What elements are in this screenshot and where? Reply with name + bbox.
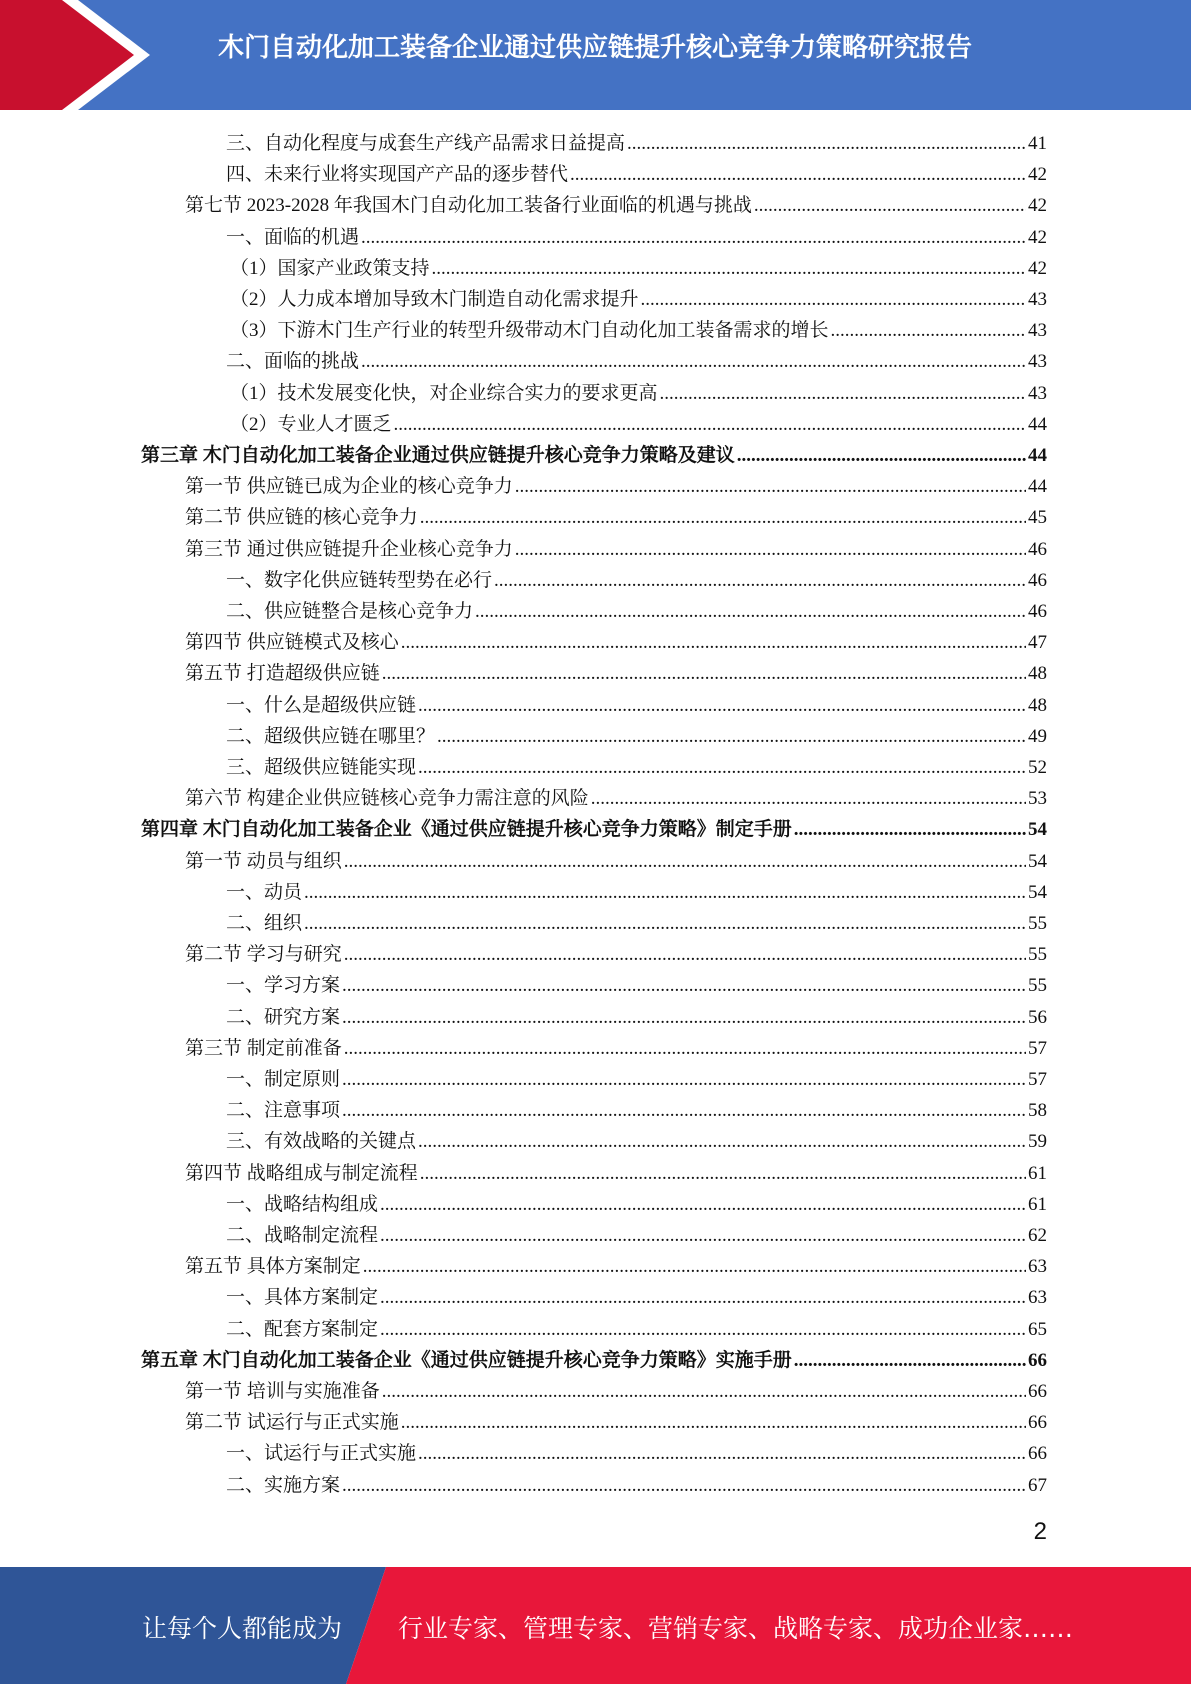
toc-entry[interactable]: [226, 1438, 1047, 1469]
page-header: [0, 0, 1191, 110]
toc-entry-page: 53: [1028, 788, 1047, 810]
toc-entry-page: 56: [1028, 1006, 1047, 1028]
toc-entry[interactable]: [226, 752, 1047, 783]
toc-entry[interactable]: [226, 1064, 1047, 1095]
toc-entry[interactable]: [226, 1095, 1047, 1126]
toc-dot-leader: [420, 507, 1026, 529]
toc-entry-title: 二、注意事项: [226, 1100, 341, 1122]
toc-dot-leader: [418, 757, 1026, 779]
toc-entry[interactable]: [185, 190, 1047, 221]
toc-dot-leader: [515, 476, 1026, 498]
toc-entry-page: 54: [1028, 881, 1047, 903]
toc-entry-page: 42: [1028, 195, 1047, 217]
toc-entry[interactable]: [185, 502, 1047, 533]
toc-entry-title: 第四节 供应链模式及核心: [185, 632, 399, 654]
toc-entry-page: 55: [1028, 944, 1047, 966]
toc-dot-leader: [418, 1443, 1026, 1465]
toc-entry-title: 二、战略制定流程: [226, 1225, 379, 1246]
toc-entry-page: 43: [1028, 382, 1047, 404]
toc-entry[interactable]: [141, 1345, 1047, 1376]
toc-dot-leader: [641, 289, 1026, 311]
toc-entry-title: 一、学习方案: [226, 975, 341, 997]
toc-entry[interactable]: [226, 1314, 1047, 1345]
toc-entry-title: 一、数字化供应链转型势在必行: [226, 569, 493, 591]
toc-dot-leader: [344, 944, 1026, 966]
toc-entry-page: 67: [1028, 1474, 1047, 1496]
toc-entry-title: 第五节 打造超级供应链: [185, 663, 380, 685]
toc-dot-leader: [380, 1287, 1026, 1309]
toc-dot-leader: [361, 227, 1026, 249]
toc-entry-page: 44: [1028, 476, 1047, 498]
toc-dot-leader: [794, 819, 1026, 841]
toc-entry-title: （3）下游木门生产行业的转型升级带动木门自动化加工装备需求的增长: [230, 320, 829, 342]
toc-entry[interactable]: [226, 128, 1047, 159]
document-title: 木门自动化加工装备企业通过供应链提升核心竞争力策略研究报告: [217, 33, 972, 63]
toc-dot-leader: [401, 1412, 1026, 1434]
toc-entry[interactable]: [230, 315, 1047, 346]
toc-entry-title: 二、组织: [226, 913, 303, 934]
toc-entry-title: 二、面临的挑战: [226, 351, 360, 373]
toc-entry[interactable]: [185, 1033, 1047, 1064]
toc-dot-leader: [437, 726, 1026, 748]
toc-entry-page: 65: [1028, 1318, 1047, 1340]
toc-entry-title: 一、面临的机遇: [226, 226, 360, 248]
toc-entry[interactable]: [226, 1002, 1047, 1033]
toc-entry-page: 63: [1028, 1256, 1047, 1278]
toc-dot-leader: [394, 414, 1026, 436]
toc-entry-page: 48: [1028, 694, 1047, 716]
toc-entry[interactable]: [185, 1407, 1047, 1438]
toc-entry-page: 44: [1028, 445, 1047, 466]
toc-dot-leader: [591, 788, 1026, 810]
toc-dot-leader: [363, 1256, 1026, 1278]
toc-dot-leader: [344, 851, 1026, 873]
toc-entry-title: 第三章 木门自动化加工装备企业通过供应链提升核心竞争力策略及建议: [141, 445, 735, 466]
toc-dot-leader: [342, 1100, 1026, 1122]
toc-entry[interactable]: [185, 1251, 1047, 1282]
toc-entry-title: 二、供应链整合是核心竞争力: [226, 601, 474, 622]
toc-entry[interactable]: [226, 908, 1047, 939]
toc-entry[interactable]: [185, 1376, 1047, 1407]
toc-entry-title: 第二节 供应链的核心竞争力: [185, 507, 418, 529]
toc-entry-title: 第四章 木门自动化加工装备企业《通过供应链提升核心竞争力策略》制定手册: [141, 819, 792, 841]
toc-entry-title: 一、动员: [226, 881, 303, 903]
toc-entry-title: 第七节 2023-2028 年我国木门自动化加工装备行业面临的机遇与挑战: [185, 195, 752, 217]
toc-entry-title: 一、试运行与正式实施: [226, 1443, 417, 1465]
toc-entry[interactable]: [230, 284, 1047, 315]
toc-dot-leader: [515, 539, 1026, 561]
toc-entry-page: 52: [1028, 757, 1047, 778]
toc-dot-leader: [380, 1194, 1026, 1216]
toc-entry-title: 第四节 战略组成与制定流程: [185, 1162, 418, 1184]
toc-entry-title: （1）国家产业政策支持: [230, 257, 430, 279]
toc-entry[interactable]: [141, 440, 1047, 471]
header-red-chevron: [0, 0, 134, 110]
toc-dot-leader: [361, 351, 1026, 373]
toc-entry-title: 第一节 供应链已成为企业的核心竞争力: [185, 476, 513, 498]
toc-dot-leader: [344, 1038, 1026, 1060]
footer-slogan-right: 行业专家、管理专家、营销专家、战略专家、成功企业家……: [398, 1614, 1074, 1643]
toc-entry-title: 二、实施方案: [226, 1474, 341, 1496]
toc-entry-title: 第三节 制定前准备: [185, 1037, 342, 1059]
toc-entry-page: 44: [1028, 413, 1047, 435]
toc-entry[interactable]: [230, 253, 1047, 284]
toc-dot-leader: [831, 320, 1026, 342]
toc-entry-page: 54: [1028, 819, 1047, 841]
toc-entry[interactable]: [226, 596, 1047, 627]
toc-entry-title: 一、什么是超级供应链: [226, 694, 417, 716]
toc-entry-title: 一、具体方案制定: [226, 1287, 379, 1309]
toc-entry-page: 57: [1028, 1069, 1047, 1090]
toc-entry[interactable]: [226, 159, 1047, 190]
toc-entry-page: 47: [1028, 632, 1047, 654]
toc-entry-page: 46: [1028, 569, 1047, 591]
toc-entry[interactable]: [226, 1220, 1047, 1251]
toc-entry[interactable]: [226, 222, 1047, 253]
toc-dot-leader: [380, 1225, 1026, 1247]
toc-dot-leader: [420, 1163, 1026, 1185]
toc-entry-title: 三、超级供应链能实现: [226, 757, 417, 778]
toc-entry-page: 43: [1028, 320, 1047, 342]
toc-entry-page: 66: [1028, 1349, 1047, 1371]
toc-dot-leader: [494, 570, 1026, 592]
header-arrow-decoration: [0, 0, 160, 110]
toc-entry[interactable]: [226, 1126, 1047, 1157]
toc-entry-page: 66: [1028, 1381, 1047, 1402]
toc-dot-leader: [380, 1319, 1026, 1341]
toc-entry-page: 57: [1028, 1037, 1047, 1059]
toc-dot-leader: [382, 663, 1026, 685]
toc-entry[interactable]: [230, 378, 1047, 409]
toc-dot-leader: [794, 1350, 1026, 1372]
toc-entry[interactable]: [185, 534, 1047, 565]
toc-entry-page: 46: [1028, 538, 1047, 560]
toc-dot-leader: [570, 164, 1026, 186]
toc-entry-page: 48: [1028, 663, 1047, 685]
toc-entry-page: 55: [1028, 913, 1047, 934]
toc-entry-page: 55: [1028, 975, 1047, 997]
toc-entry-page: 45: [1028, 507, 1047, 529]
toc-entry[interactable]: [226, 970, 1047, 1001]
toc-dot-leader: [418, 695, 1026, 717]
toc-entry[interactable]: [185, 939, 1047, 970]
toc-entry-title: 第二节 试运行与正式实施: [185, 1412, 399, 1434]
toc-entry[interactable]: [185, 1158, 1047, 1189]
toc-dot-leader: [627, 133, 1026, 155]
toc-entry-page: 61: [1028, 1193, 1047, 1215]
toc-entry[interactable]: [226, 1470, 1047, 1501]
toc-entry[interactable]: [226, 346, 1047, 377]
toc-dot-leader: [737, 445, 1026, 467]
toc-dot-leader: [342, 1475, 1026, 1497]
toc-dot-leader: [401, 632, 1026, 654]
toc-entry-page: 66: [1028, 1412, 1047, 1434]
toc-entry-page: 49: [1028, 725, 1047, 747]
toc-entry-page: 46: [1028, 601, 1047, 622]
toc-entry-page: 62: [1028, 1225, 1047, 1246]
toc-entry-title: 三、自动化程度与成套生产线产品需求日益提高: [226, 133, 626, 154]
toc-entry-page: 58: [1028, 1100, 1047, 1122]
toc-entry[interactable]: [185, 658, 1047, 689]
toc-entry[interactable]: [230, 409, 1047, 440]
toc-dot-leader: [754, 195, 1026, 217]
toc-dot-leader: [304, 913, 1026, 935]
toc-entry-title: 第六节 构建企业供应链核心竞争力需注意的风险: [185, 788, 589, 810]
toc-dot-leader: [382, 1381, 1026, 1403]
toc-entry-page: 61: [1028, 1162, 1047, 1184]
toc-entry[interactable]: [226, 721, 1047, 752]
toc-entry-page: 42: [1028, 257, 1047, 279]
toc-entry-page: 59: [1028, 1131, 1047, 1153]
toc-dot-leader: [432, 258, 1026, 280]
toc-entry-title: 第五章 木门自动化加工装备企业《通过供应链提升核心竞争力策略》实施手册: [141, 1349, 792, 1371]
toc-entry-page: 63: [1028, 1287, 1047, 1309]
toc-dot-leader: [342, 1069, 1026, 1091]
toc-entry[interactable]: [185, 627, 1047, 658]
toc-entry[interactable]: [226, 877, 1047, 908]
toc-entry-page: 43: [1028, 351, 1047, 373]
toc-entry-title: 一、战略结构组成: [226, 1193, 379, 1215]
page-number: 2: [1033, 1518, 1047, 1545]
toc-entry[interactable]: [141, 814, 1047, 845]
toc-entry-title: 二、超级供应链在哪里？: [226, 725, 436, 747]
toc-dot-leader: [342, 975, 1026, 997]
toc-entry-title: 二、配套方案制定: [226, 1318, 379, 1340]
toc-dot-leader: [342, 1007, 1026, 1029]
toc-dot-leader: [475, 601, 1026, 623]
toc-entry-page: 42: [1028, 226, 1047, 248]
toc-entry-page: 54: [1028, 850, 1047, 872]
toc-entry-page: 42: [1028, 164, 1047, 186]
footer-slogan-left: 让每个人都能成为: [142, 1614, 343, 1643]
toc-dot-leader: [304, 882, 1026, 904]
toc-entry-title: 三、有效战略的关键点: [226, 1131, 417, 1153]
toc-entry-title: 一、制定原则: [226, 1069, 341, 1090]
toc-entry-title: 第三节 通过供应链提升企业核心竞争力: [185, 538, 513, 560]
toc-entry-title: 四、未来行业将实现国产产品的逐步替代: [226, 164, 569, 186]
toc-entry[interactable]: [185, 846, 1047, 877]
toc-entry-page: 66: [1028, 1443, 1047, 1465]
toc-entry-title: 第五节 具体方案制定: [185, 1256, 361, 1278]
toc-entry[interactable]: [226, 1282, 1047, 1313]
toc-entry-title: 第二节 学习与研究: [185, 944, 342, 966]
toc-entry[interactable]: [185, 471, 1047, 502]
toc-entry-title: 第一节 培训与实施准备: [185, 1381, 380, 1402]
toc-entry-title: （2）人力成本增加导致木门制造自动化需求提升: [230, 289, 639, 310]
toc-entry-page: 43: [1028, 289, 1047, 310]
toc-entry-title: 二、研究方案: [226, 1006, 341, 1028]
page-footer: [0, 1567, 1191, 1684]
toc-entry[interactable]: [226, 1189, 1047, 1220]
toc-entry[interactable]: [185, 783, 1047, 814]
toc-entry[interactable]: [226, 565, 1047, 596]
toc-dot-leader: [418, 1131, 1026, 1153]
toc-entry-title: （1）技术发展变化快，对企业综合实力的要求更高: [230, 382, 658, 404]
toc-entry-title: （2）专业人才匮乏: [230, 413, 392, 435]
toc-entry[interactable]: [226, 690, 1047, 721]
toc-entry-title: 第一节 动员与组织: [185, 850, 342, 872]
toc-dot-leader: [660, 383, 1026, 405]
toc-entry-page: 41: [1028, 133, 1047, 154]
